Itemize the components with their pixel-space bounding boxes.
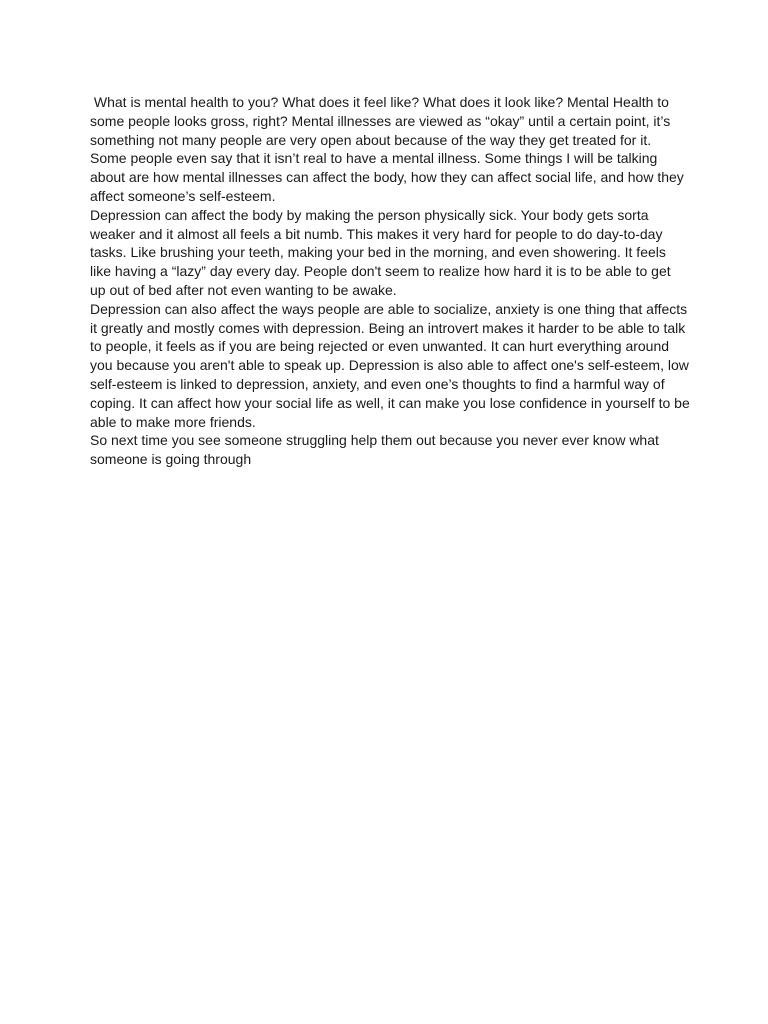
paragraph-conclusion: So next time you see someone struggling help them out because you never ever know what someone is going through — [90, 432, 663, 468]
paragraph-intro: What is mental health to you? What does it feel like? What does it look like? Mental Health to some people looks gross, right? Mental illnesses are viewed as “okay” until a certain point, it’s something not many people are very open about because of the way they get treated for it. Some people even say that it isn’t real to have a mental illness. Some things I will be talking about are how mental illnesses can affect the body, how they can affect social life, and how they affect someone’s self-esteem. — [90, 94, 688, 204]
document-body — [90, 93, 694, 469]
paragraph-body-effects: Depression can affect the body by making the person physically sick. Your body gets sorta weaker and it almost all feels a bit numb. This makes it very hard for people to do day-to-day tasks. Like brushing your teeth, making your bed in the morning, and even showering. It feels like having a “lazy” day every day. People don't seem to realize how hard it is to be able to get up out of bed after not even wanting to be awake. — [90, 206, 675, 298]
paragraph-social-effects: Depression can also affect the ways people are able to socialize, anxiety is one thing that affects it greatly and mostly comes with depression. Being an introvert makes it harder to be able to talk to people, it feels as if you are being rejected or even unwanted. It can hurt everything around you because you aren't able to speak up. Depression is also able to affect one's self-esteem, low self-esteem is linked to depression, anxiety, and even one’s thoughts to find a harmful way of coping. It can affect how your social life as well, it can make you lose confidence in yourself to be able to make more friends. — [90, 300, 694, 430]
